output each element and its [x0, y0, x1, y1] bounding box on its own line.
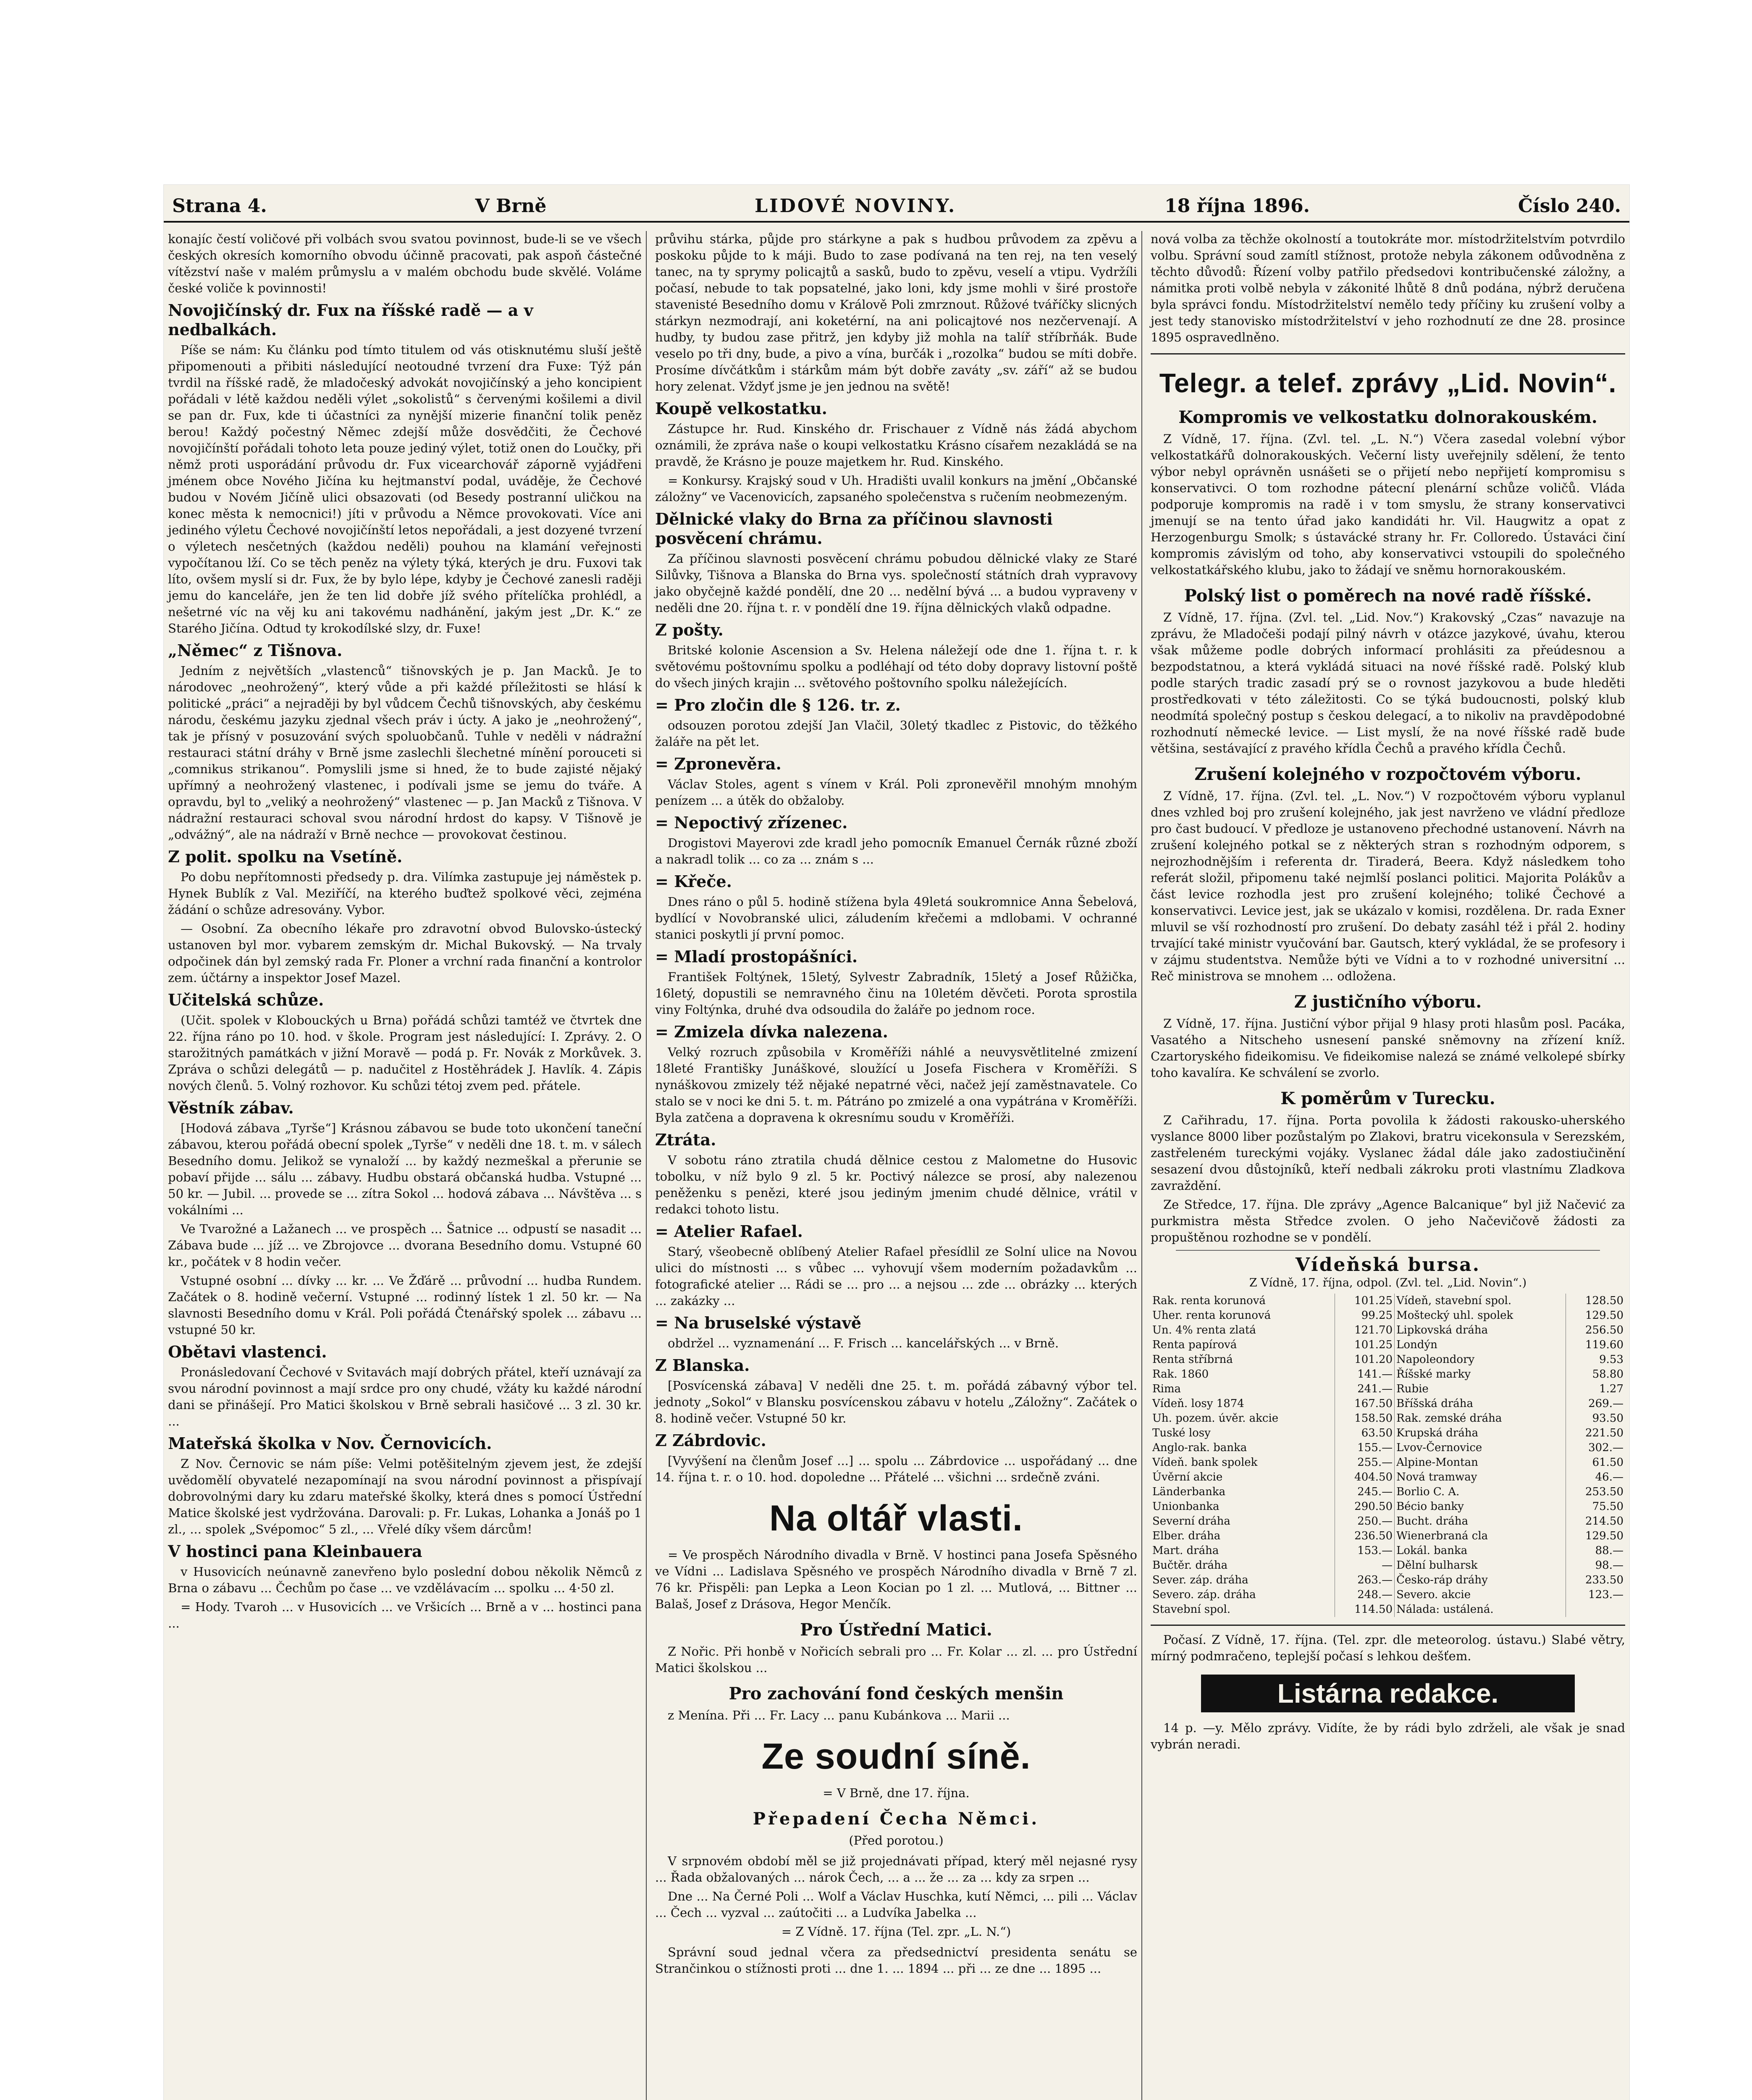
article-text: Ze Středce, 17. října. Dle zprávy „Agence Balcanique“ byl již Načević za purkmistra města Středce zvolen. O jeho Načevičově žádosti za propuštěnou rozhodne se v pondělí.: [1151, 1197, 1625, 1244]
security-name: Uher. renta korunová: [1152, 1309, 1271, 1322]
security-name: Renta papírová: [1152, 1339, 1237, 1351]
security-name: Krupská dráha: [1395, 1426, 1566, 1441]
security-price: 99.25: [1335, 1308, 1395, 1323]
table-row: [1151, 1514, 1625, 1529]
security-price: 46.—: [1566, 1470, 1625, 1485]
security-name: Dělní bulharsk: [1395, 1558, 1566, 1573]
security-price: 119.60: [1566, 1338, 1625, 1352]
security-name: Rak. 1860: [1152, 1368, 1209, 1381]
bourse-table: [1151, 1294, 1625, 1617]
newspaper-page: [164, 185, 1629, 2100]
article-text: průvihu stárka, půjde pro stárkyne a pak s hudbou průvodem za zpěvu a poskoku půjde to k máji. Budo to zase podívaná na ten rej, na ten veselý tanec, na ty sprymy policajtů a sasků, budo to zpěvu, veselí a vtipu. Vydržíli počasí, nebude to tak popsatelné, jako loni, kdy jsme mohli v širé prostoře stavenisté Besedního domu v Králově Poli zmrznout. Růžové tváříčky slicných stárkyn nezmodrají, ani koketérní, na ani policajtové nos nezčervenají. A hudby, ty budou zase přitrž, jen kdyby již mohla na talíř stříbrňák. Bude veselo po tři dny, bude, a pivo a vína, burčák i „rozolka“ budou se míti dobře. Prosíme dívčátkům i stárkům mám být dobře zaváty „sv. září“ až se budou hory zelenat. Vždyť jsme je jen jednou na světě!: [655, 232, 1137, 394]
weather-report: Počasí. Z Vídně, 17. října. (Tel. zpr. dle meteorolog. ústavu.) Slabé větry, mírný podmračeno, teplejší počasí s lehkou dešťem.: [1151, 1633, 1625, 1663]
table-row: [1151, 1426, 1625, 1441]
security-name: Říšské marky: [1395, 1367, 1566, 1382]
article-heading: Novojičínský dr. Fux na říšské radě — a v nedbalkách.: [168, 301, 533, 339]
article-subheading: (Před porotou.): [849, 1833, 944, 1848]
security-name: Unionbanka: [1152, 1500, 1220, 1513]
article-text: — Osobní. Za obecního lékaře pro zdravotní obvod Bulovsko-ústecký ustanoven byl mor. vybarem zemským dr. Michal Bukovský. — Na trvaly odpočinek dán byl zemský rada Fr. Ploner a vrchní rada finanční a kontrolor zem. účtárny a inspektor Josef Mazel.: [168, 921, 642, 985]
security-name: Nová tramway: [1395, 1470, 1566, 1485]
security-name: Wienerbraná cla: [1395, 1529, 1566, 1544]
article-text: Píše se nám: Ku článku pod tímto titulem od vás otisknutému sluší ještě připomenouti a přibiti následující neotoudné tvrzení dra Fuxe: Týž pán tvrdil na říšské radě, že mladočeský advokát novojičínský a jeho koncipient pořádali v létě každou neděli výlet „sokolistů“ s červenými košilemi a divil se pan dr. Fux, kde ti účastníci za nynější mizerie finanční tolik peněz berou! Každý počestný Němec zdejší může dosvědčiti, že Čechové novojičínští pořádali tohoto leta pouze jediný výlet, totiž onen do Loučky, při němž proti usporádání průvodu dr. Fux vicearchovář záporně vyjádřeni jménem obce Nového Jičína ku hejtmanství podal, uváděje, že Čechové budou v Novém Jičíně ulici obsazovati (od Besedy postranní uličkou na konec města k nemocnici!) jíti v průvodu a Němce provokovati. Více ani jediného výletu Čechové novojičínští letos nepořádali, a jest dozyené tvrzení o výletech nesčetných (každou neděli) pouhou na klamání veřejnosti vypočítanou lží. Co se těch peněz na výlety týká, kterých je dru. Fuxovi tak líto, ovšem myslí si dr. Fux, že by bylo lépe, kdyby je Čechové zanesli raději jemu do kanceláře, jen že ten lid dobře jíž svého přítelíčka prohlédl, a nešetrné víc na věj ku ani takovému nadhánění, jakým jest „Dr. K.“ ze Starého Jičína. Odtud ty krokodílské slzy, dr. Fuxe!: [168, 343, 642, 635]
security-price: 241.—: [1335, 1382, 1395, 1396]
article-text: [Vyvýšení na členům Josef ...] ... spolu ... Zábrdovice ... uspořádaný ... dne 14. října t. r. o 10. hod. dopoledne ... Přátelé ... všichni ... srdečně zváni.: [655, 1454, 1137, 1484]
article-heading: = Zmizela dívka nalezena.: [655, 1022, 888, 1041]
security-name: Severní dráha: [1152, 1515, 1230, 1528]
article-text: Ve Tvarožné a Lažanech ... ve prospěch ... Šatnice ... odpustí se nasadit ... Zábava bude ... jíž ... ve Zbrojovce ... dvorana Besedního domu. Vstupné 60 kr., počátek v 8 hodin večer.: [168, 1222, 642, 1269]
article-heading: Zrušení kolejného v rozpočtovém výboru.: [1194, 764, 1582, 784]
security-name: Mart. dráha: [1152, 1544, 1219, 1557]
article-text: V srpnovém období měl se již projednávati případ, který měl nejasné rysy ... Řada obžalovaných ... nárok Čech, ... a ... že ... za ... kdy za srpen ...: [655, 1854, 1137, 1885]
article-heading: Z polit. spolku na Vsetíně.: [168, 847, 403, 866]
security-name: Anglo-rak. banka: [1152, 1441, 1247, 1454]
security-price: 88.—: [1566, 1544, 1625, 1558]
article-heading: Pro Ústřední Matici.: [800, 1620, 992, 1640]
article-heading: Z Zábrdovic.: [655, 1431, 766, 1450]
security-price: 93.50: [1566, 1411, 1625, 1426]
table-row: [1151, 1367, 1625, 1382]
security-price: 98.—: [1566, 1558, 1625, 1573]
security-name: Länderbanka: [1152, 1486, 1226, 1498]
security-price: 101.25: [1335, 1294, 1395, 1308]
table-row: [1151, 1588, 1625, 1602]
article-text: konajíc čestí voličové při volbách svou svatou povinnost, bude-li se ve všech českých okresích komorního obvodu účinně pracovati, pak aspoň částečné vítězství naše v malém průmyslu a v malém obchodu bude skvělé. Voláme české voliče k povinnosti!: [168, 232, 642, 295]
article-text: Starý, všeobecně oblíbený Atelier Rafael přesídlil ze Solní ulice na Novou ulici do místnosti ... s vůbec ... vyhovují všem moderním požadavkům ... fotografické atelier ... Rádi se ... pro ... a nejsou ... zde ... obrázky ... kterých ... zakázky ...: [655, 1244, 1137, 1308]
security-name: Bécio banky: [1395, 1499, 1566, 1514]
column-1: [164, 231, 647, 2100]
article-heading: = Pro zločin dle § 126. tr. z.: [655, 696, 901, 714]
table-row: [1151, 1441, 1625, 1455]
article-text: z Menína. Při ... Fr. Lacy ... panu Kubánkova ... Marii ...: [668, 1708, 1010, 1722]
article-text: [Hodová zábava „Tyrše“] Krásnou zábavou se bude toto ukončení taneční zábavou, kterou pořádá obecní spolek „Tyrše“ v neděli dne 18. t. m. v sálech Besedního domu. Jelikož se vynaloží ... by každý nezmeškal a přerunie se pobaví přijde ... sálu ... zábavy. Hudbu obstará občanská hudba. Vstupné ... 50 kr. — Jubil. ... provede se ... zítra Sokol ... hodová zábava ... Návštěva ... s vokálními ...: [168, 1121, 642, 1217]
article-heading: „Němec“ z Tišnova.: [168, 641, 343, 660]
divider: [1151, 1625, 1625, 1626]
security-price: 129.50: [1566, 1308, 1625, 1323]
article-text: Za příčinou slavnosti posvěcení chrámu pobudou dělnické vlaky ze Staré Silůvky, Tišnova a Blanska do Brna vys. společností státních drah vypravovy jako obyčejně každé pondělí, dne 20 ... nedělní bývá ... a budou vypraveny v neděli dne 20. října t. r. v pondělí dne 19. října dělnických vlaků odpadne.: [655, 551, 1137, 615]
security-price: 61.50: [1566, 1455, 1625, 1470]
security-name: Nálada: ustálená.: [1395, 1602, 1566, 1617]
article-heading: Učitelská schůze.: [168, 990, 324, 1009]
issue-number: Číslo 240.: [1518, 195, 1621, 217]
security-price: 290.50: [1335, 1499, 1395, 1514]
dateline: = Z Vídně. 17. října (Tel. zpr. „L. N.“): [781, 1924, 1011, 1939]
table-row: [1151, 1308, 1625, 1323]
security-price: 221.50: [1566, 1426, 1625, 1441]
divider: [1176, 1250, 1600, 1251]
article-heading: = Nepoctivý zřízenec.: [655, 813, 848, 832]
security-name: Borlio C. A.: [1395, 1485, 1566, 1499]
security-price: 141.—: [1335, 1367, 1395, 1382]
security-price: 167.50: [1335, 1396, 1395, 1411]
article-heading: Z Blanska.: [655, 1356, 750, 1375]
dateline: = V Brně, dne 17. října.: [823, 1786, 970, 1800]
security-name: Renta stříbrná: [1152, 1353, 1233, 1366]
table-row: [1151, 1382, 1625, 1396]
security-price: 128.50: [1566, 1294, 1625, 1308]
article-heading: Koupě velkostatku.: [655, 399, 827, 418]
article-text: V sobotu ráno ztratila chudá dělnice cestou z Malometne do Husovic tobolku, v níž bylo 9 zl. 5 kr. Poctivý nálezce se prosí, aby nalezenou peněženku s penězi, které jsou jediným jmenim chudé dělnice, vrátil v redakci tohoto listu.: [655, 1153, 1137, 1216]
section-heading-telegrams: Telegr. a telef. zprávy „Lid. Novin“.: [1159, 368, 1617, 398]
security-name: Moštecký uhl. spolek: [1395, 1308, 1566, 1323]
article-text: Zástupce hr. Rud. Kinského dr. Frischauer z Vídně nás žádá abychom oznámili, že zpráva naše o koupi velkostatku Krásno císařem nezakládá se na pravdě, že Krásno je pouze majetkem hr. Rud. Kinského.: [655, 422, 1137, 469]
security-price: 253.50: [1566, 1485, 1625, 1499]
security-name: Napoleondory: [1395, 1352, 1566, 1367]
security-name: Lipkovská dráha: [1395, 1323, 1566, 1338]
security-name: Rak. zemské dráha: [1395, 1411, 1566, 1426]
article-text: Dne ... Na Černé Poli ... Wolf a Václav Huschka, kutí Němci, ... pili ... Václav ... Čech ... vyzval ... zaútočiti ... a Ludvíka Jabelka ...: [655, 1889, 1137, 1920]
article-text: Velký rozruch způsobila v Kroměříži náhlé a neuvysvětlitelné zmizení 18leté Františky Junáškové, sloužící u Josefa Fischera v Kroměříži. S nynáškovou zmizely též nějaké nepatrné věci, načež její zaměstnavatele. Co stalo se v noci ke dni 5. t. m. Pátráno po zmizelé a ona vypátrána v Kroměříži. Byla zatčena a dopravena k okresnímu soudu v Kroměříži.: [655, 1045, 1137, 1125]
page-header: [164, 185, 1629, 223]
article-text: Václav Stoles, agent s vínem v Král. Poli zpronevěřil mnohým mnohým penízem ... a útěk do obžaloby.: [655, 777, 1137, 808]
article-text: Vstupné osobní ... dívky ... kr. ... Ve Žďárě ... průvodní ... hudba Rundem. Začátek o 8. hodině večerní. Vstupné ... rodinný lístek 1 zl. 50 kr. — Na slavnosti Besedního domu v Král. Poli pořádá Čtenářský spolek ... zábavu ... vstupné 50 kr.: [168, 1273, 642, 1337]
security-name: Bucht. dráha: [1395, 1514, 1566, 1529]
table-row: [1151, 1573, 1625, 1588]
table-row: [1151, 1294, 1625, 1308]
security-price: 248.—: [1335, 1588, 1395, 1602]
article-text: Z Vídně, 17. října. (Zvl. tel. „L. N.“) Včera zasedal volební výbor velkostatkářů dolnorakouských. Večerní listy uveřejnily sdělení, že tento výbor nebyl oprávněn usnášeti se o přijetí nebo nepřijetí kompromisu s konservativci. O tom rozhodne pátecní plenární schůze voličů. Vláda podporuje kompromis na radě i v tom smyslu, že strany konservativci jmenují se na tento úřad jako kandidáti hr. Vil. Haugwitz a opat z Herzogenburgu Smolk; s ústavácké strany hr. Fr. Colloredo. Ústaváci činí kompromis závislým od toho, aby konservativci vstoupili do společného velkostatkářského klubu, jako to žádají ve sněmu hornorakouském.: [1151, 432, 1625, 577]
security-price: 302.—: [1566, 1441, 1625, 1455]
article-text: Z Cařihradu, 17. října. Porta povolila k žádosti rakousko-uherského vyslance 8000 liber pozůstalým po Zlakovi, bratru vicekonsula v Serezském, zastřeleném tureckými vojáky. Vyslanec žádal dále jako zadostiučinění sesazení dvou důstojníků, kteří nedbali zákroku proti vlastnímu Zladkova zavraždění.: [1151, 1113, 1625, 1193]
security-name: Rubie: [1395, 1382, 1566, 1396]
security-price: 114.50: [1335, 1602, 1395, 1617]
issue-date: 18 října 1896.: [1165, 195, 1310, 217]
table-row: [1151, 1544, 1625, 1558]
article-text: = Ve prospěch Národního divadla v Brně. V hostinci pana Josefa Spěsného ve Vídni ... Ladislava Spěsného ve prospěch Národního divadla v Brně 7 zl. 76 kr. Přispěli: pan Lepka a Leon Kocian po 1 zl. ... Mutlová, ... Bittner ... Balaš, Josef z Drásova, Hegor Menčík.: [655, 1548, 1137, 1611]
security-price: 129.50: [1566, 1529, 1625, 1544]
article-heading: = Na bruselské výstavě: [655, 1313, 861, 1332]
security-price: 245.—: [1335, 1485, 1395, 1499]
column-3: [1146, 231, 1629, 2100]
security-price: 255.—: [1335, 1455, 1395, 1470]
security-price: 101.20: [1335, 1352, 1395, 1367]
article-heading: V hostinci pana Kleinbauera: [168, 1542, 422, 1561]
table-row: [1151, 1455, 1625, 1470]
column-2: [651, 231, 1142, 2100]
security-price: 269.—: [1566, 1396, 1625, 1411]
article-text: Správní soud jednal včera za předsednictví presidenta senátu se Strančinkou o stížnosti proti ... dne 1. ... 1894 ... při ... ze dne ... 1895 ...: [655, 1945, 1137, 1976]
divider: [1151, 353, 1625, 354]
security-name: Elber. dráha: [1152, 1530, 1221, 1542]
security-name: Londýn: [1395, 1338, 1566, 1352]
security-price: 233.50: [1566, 1573, 1625, 1588]
article-text: = Konkursy. Krajský soud v Uh. Hradišti uvalil konkurs na jmění „Občanské záložny“ ve Vacenovicích, zapsaného společenstva s ručením neobmezeným.: [655, 473, 1137, 504]
article-text: Z Vídně, 17. října. (Zvl. tel. „L. Nov.“) V rozpočtovém výboru vyplanul dnes vzhled boj pro zrušení kolejného, jak jest navrženo ve vládní předloze pro čast budoucí. V předloze je ustanoveno přechodné ustanovení. Návrh na zrušení kolejného potkal se z některých stran s rozhodným odporem, s nejrozhodnějším i referenta dr. Tiraderá, Beera. Když následkem toho referát složil, připomenu také nejmlší poslanci politici. Majorita Polákův a část levice rozhodla jest pro zrušení kolejného; toliké Čechové a konservativci. Levice jest, jak se ukázalo v komisi, rozdělena. Dr. rada Exner mluvil se vší rozhodností pro zrušení. Do debaty zasáhl též i přál 2. hodiny trvající také ministr vyučování bar. Gautsch, který vykládal, že se profesory i v zájmu studentstva. Nemůže býti ve Vídni a to v rozhodné universitní ... Reč ministrova se mnohem ... odložena.: [1151, 789, 1625, 983]
city: V Brně: [475, 195, 547, 217]
article-heading: K poměrům v Turecku.: [1280, 1089, 1495, 1108]
article-text: nová volba za těchže okolností a toutokráte mor. místodržitelstvím potvrdilo volbu. Správní soud zamítl stížnost, protože nebyla zákonem odůvodněna z těchto důvodů: Řízení volby patřilo předsedovi kontribučenské záložny, a námitka proti volbě nebyla v zákonité lhůtě 8 dnů podána, nýbrž deručena byla správci fondu. Místodržitelství nemělo tedy příčiny ku zrušení volby a jest tedy stanovisko místodržitelství v jeho rozhodnutí ze dne 28. prosince 1895 ospravedlněno.: [1151, 232, 1625, 344]
article-text: Z Nov. Černovic se nám píše: Velmi potěšitelným zjevem jest, že zdejší uvědomělí obyvatelé nezapomínají na svou národní povinnost a přispívají dobrovolnými dary ku zdaru mateřské školky, která dnes s pomocí Ústřední Matice školské jest vydržována. Darovali: p. Fr. Lukas, Lohanka a Jonáš po 1 zl., ... spolek „Svépomoc“ 5 zl., ... Vřelé díky všem dárcům!: [168, 1457, 642, 1536]
article-text: odsouzen porotou zdejší Jan Vlačil, 30letý tkadlec z Pistovic, do těžkého žaláře na pět let.: [655, 718, 1137, 749]
security-price: 58.80: [1566, 1367, 1625, 1382]
security-price: 123.—: [1566, 1588, 1625, 1602]
article-text: 14 p. —y. Mělo zprávy. Vidíte, že by rádi bylo zdrželi, ale však je snad vybrán neradi.: [1151, 1721, 1625, 1751]
article-text: Po dobu nepřítomnosti předsedy p. dra. Vilímka zastupuje jej náměstek p. Hynek Bublík z Val. Meziříčí, na kterého buďtež spolkové věci, zejména žádání o schůze adresovány. Vybor.: [168, 870, 642, 917]
security-name: Tuské losy: [1152, 1427, 1211, 1439]
security-price: 121.70: [1335, 1323, 1395, 1338]
security-name: Severo. akcie: [1395, 1588, 1566, 1602]
table-row: [1151, 1602, 1625, 1617]
security-price: 263.—: [1335, 1573, 1395, 1588]
section-heading-na-oltar-vlasti: Na oltář vlasti.: [769, 1498, 1023, 1538]
security-name: Lokál. banka: [1395, 1544, 1566, 1558]
table-row: [1151, 1485, 1625, 1499]
article-heading: Kompromis ve velkostatku dolnorakouském.: [1178, 407, 1597, 427]
article-heading: = Zpronevěra.: [655, 754, 782, 773]
security-price: 158.50: [1335, 1411, 1395, 1426]
article-text: Dnes ráno o půl 5. hodině stížena byla 49letá soukromnice Anna Šebelová, bydlící v Novobranské ulici, záludením křečemi a mdlobami. V ochranné stanici poskytli jí první pomoc.: [655, 895, 1137, 942]
security-price: 101.25: [1335, 1338, 1395, 1352]
article-heading: Z justičního výboru.: [1294, 992, 1482, 1012]
article-heading: Věstník zábav.: [168, 1098, 294, 1117]
article-text: František Foltýnek, 15letý, Sylvestr Zabradník, 15letý a Josef Růžička, 16letý, dopustili se nemravného činu na 10letém děvčeti. Porota sprostila viny Foltýnka, druhé dva odsoudila do žaláře po jednom roce.: [655, 970, 1137, 1017]
table-row: [1151, 1558, 1625, 1573]
security-price: —: [1335, 1558, 1395, 1573]
section-heading-ze-soudni-sine: Ze soudní síně.: [761, 1736, 1031, 1777]
article-heading: Obětavi vlastenci.: [168, 1342, 327, 1361]
article-heading: Mateřská školka v Nov. Černovicích.: [168, 1434, 492, 1453]
table-row: [1151, 1338, 1625, 1352]
security-price: 256.50: [1566, 1323, 1625, 1338]
article-text: [Posvícenská zábava] V neděli dne 25. t. m. pořádá zábavný výbor tel. jednoty „Sokol“ v Blansku posvícenskou zábavu v hotelu „Záložny“. Začátek o 8. hodině večer. Vstupné 50 kr.: [655, 1378, 1137, 1425]
security-name: Stavební spol.: [1152, 1603, 1231, 1616]
security-name: Sever. záp. dráha: [1152, 1574, 1248, 1586]
bourse-subtitle: Z Vídně, 17. října, odpol. (Zvl. tel. „Lid. Novin“.): [1249, 1276, 1527, 1289]
article-text: v Husovicích neúnavně zanevřeno bylo poslední dobou několik Němců z Brna o zábavu ... Čechům po čase ... ve vzdělávacím ... spolku ... 4·50 zl.: [168, 1564, 642, 1595]
article-text: = Hody. Tvaroh ... v Husovicích ... ve Vršicích ... Brně a v ... hostinci pana ...: [168, 1600, 642, 1630]
security-name: Vídeň, stavební spol.: [1395, 1294, 1566, 1308]
security-price: [1566, 1602, 1625, 1617]
security-price: 236.50: [1335, 1529, 1395, 1544]
security-price: 250.—: [1335, 1514, 1395, 1529]
table-row: [1151, 1323, 1625, 1338]
article-heading: Polský list o poměrech na nové radě říšské.: [1184, 586, 1592, 606]
article-text: Drogistovi Mayerovi zde kradl jeho pomocník Emanuel Černák různé zboží a nakradl tolik ... co za ... znám s ...: [655, 836, 1137, 866]
security-name: Uh. pozem. úvěr. akcie: [1152, 1412, 1279, 1425]
table-row: [1151, 1470, 1625, 1485]
article-heading: Dělnické vlaky do Brna za příčinou slavnosti posvěcení chrámu.: [655, 509, 1053, 548]
article-text: Z Vídně, 17. října. (Zvl. tel. „Lid. Nov.“) Krakovský „Czas“ navazuje na zprávu, že Mladočeši podají pilný návrh v otázce jazykové, úvahu, kterou však můžeme podle dobrých informací prohlásiti za přeúdesnou a bezpodstatnou, a která vykládá situaci na nové říšské radě. Polský klub podle starých tradic zasadí prý se o rovnost jazykovou a bude hleděti prostředkovati v této záležitosti. Co se týká budoucnosti, polský klub neodmítá společný postup s českou delegací, a to nikoliv na pravděpodobné rozhodnutí německé levice. — List myslí, že na nové říšské radě bude většina, sestávající z pravého křídla Čechů a pravého křídla Čechů.: [1151, 610, 1625, 756]
security-name: Česko-ráp dráhy: [1395, 1573, 1566, 1588]
table-row: [1151, 1396, 1625, 1411]
section-heading-listarna: Listárna redakce.: [1201, 1675, 1575, 1712]
security-name: Rima: [1152, 1383, 1181, 1395]
security-name: Severo. záp. dráha: [1152, 1588, 1256, 1601]
article-text: (Učit. spolek v Klobouckých u Brna) pořádá schůzi tamtéž ve čtvrtek dne 22. října ráno po 10. hod. v škole. Program jest následující: I. Zprávy. 2. O starožitných památkách v jižní Moravě — podá p. Fr. Novák z Morkůvek. 3. Zpráva o schůzi delegátů — p. nadučitel z Hostěhrádek J. Havlík. 4. Zápis nových členů. 5. Volný rozhovor. Ku schůzi tétoj zvem ped. přátele.: [168, 1013, 642, 1093]
security-price: 75.50: [1566, 1499, 1625, 1514]
security-price: 1.27: [1566, 1382, 1625, 1396]
security-name: Un. 4% renta zlatá: [1152, 1324, 1256, 1336]
security-name: Alpine-Montan: [1395, 1455, 1566, 1470]
article-text: obdržel ... vyznamenání ... F. Frisch ... kancelářských ... v Brně.: [668, 1336, 1059, 1350]
security-price: 9.53: [1566, 1352, 1625, 1367]
article-text: Z Nořic. Při honbě v Nořicích sebrali pro ... Fr. Kolar ... zl. ... pro Ústřední Matici školskou ...: [655, 1644, 1137, 1675]
article-text: Pronásledovaní Čechové v Svitavách mají dobrých přátel, kteří uznávají za svou národní povinnost a mají srdce pro ony chudé, vžáty ku každé národní dani se přinášejí. Pro Matici školskou v Brně sebrali hasičové ... 3 zl. 30 kr. ...: [168, 1365, 642, 1428]
article-heading: = Atelier Rafael.: [655, 1222, 803, 1241]
security-name: Bříšská dráha: [1395, 1396, 1566, 1411]
security-price: 404.50: [1335, 1470, 1395, 1485]
article-heading: Z pošty.: [655, 620, 724, 639]
security-name: Úvěrní akcie: [1152, 1471, 1223, 1483]
security-price: 153.—: [1335, 1544, 1395, 1558]
security-name: Vídeň. losy 1874: [1152, 1397, 1244, 1410]
security-name: Rak. renta korunová: [1152, 1294, 1266, 1307]
table-row: [1151, 1499, 1625, 1514]
security-price: 155.—: [1335, 1441, 1395, 1455]
table-row: [1151, 1411, 1625, 1426]
article-heading: = Mladí prostopášníci.: [655, 947, 858, 966]
bourse-title: Vídeňská bursa.: [1295, 1254, 1481, 1276]
article-heading: = Křeče.: [655, 872, 732, 891]
security-name: Bučtěr. dráha: [1152, 1559, 1228, 1572]
masthead: LIDOVÉ NOVINY.: [755, 195, 957, 217]
security-name: Vídeň. bank spolek: [1152, 1456, 1258, 1469]
page-number: Strana 4.: [172, 195, 267, 217]
table-row: [1151, 1529, 1625, 1544]
article-heading: Přepadení Čecha Němci.: [753, 1809, 1040, 1829]
article-text: Britské kolonie Ascension a Sv. Helena náležejí ode dne 1. října t. r. k světovému poštovnímu spolku a podléhají od této doby dopravy listovní poště do všech jiných krajin ... světového poštovního spolku náležejících.: [655, 643, 1137, 690]
article-text: Jedním z největších „vlastenců“ tišnovských je p. Jan Macků. Je to národovec „neohrožený“, který vůde a při každé příležitosti se hlásí k politické „práci“ a nejraději by byl vůdcem Čechů tišnovských, aby českému národu, českému jazyku zjednal všech práv i úcty. A jako je „neohrožený“, tak je přísný v posuzování svých spoluobčanů. Tuhle v neděli v nádražní restauraci státní dráhy v Brně jsme zaslechli šlechetné mínění porouceti si „comnikus strikanou“. Pomyslili jsme si hned, že to bude zajisté nějaký upřímný a neohrožený vlastenec, i podívali jsme se jemu do tváře. A opravdu, byl to „veliký a neohrožený“ vlastenec — p. Jan Macků z Tišnova. V nádražní restauraci schoval svou národní hrdost do kapsy. V Tišnově je „odvážný“, ale na nádraží v Brně nechce — provokovat čestinou.: [168, 664, 642, 842]
table-row: [1151, 1352, 1625, 1367]
security-price: 214.50: [1566, 1514, 1625, 1529]
article-heading: Pro zachování fond českých menšin: [729, 1684, 1064, 1704]
article-text: Z Vídně, 17. října. Justiční výbor přijal 9 hlasy proti hlasům posl. Pacáka, Vasatého a Nitscheho usnesení panské sněmovny na zřízení kníž. Czartoryského fideikomisu. Ve fideikomise nalezá se známé velkolepé sbírky toho kavalíra. Ke schválení se zvorlo.: [1151, 1016, 1625, 1080]
security-name: Lvov-Černovice: [1395, 1441, 1566, 1455]
article-heading: Ztráta.: [655, 1130, 716, 1149]
security-price: 63.50: [1335, 1426, 1395, 1441]
